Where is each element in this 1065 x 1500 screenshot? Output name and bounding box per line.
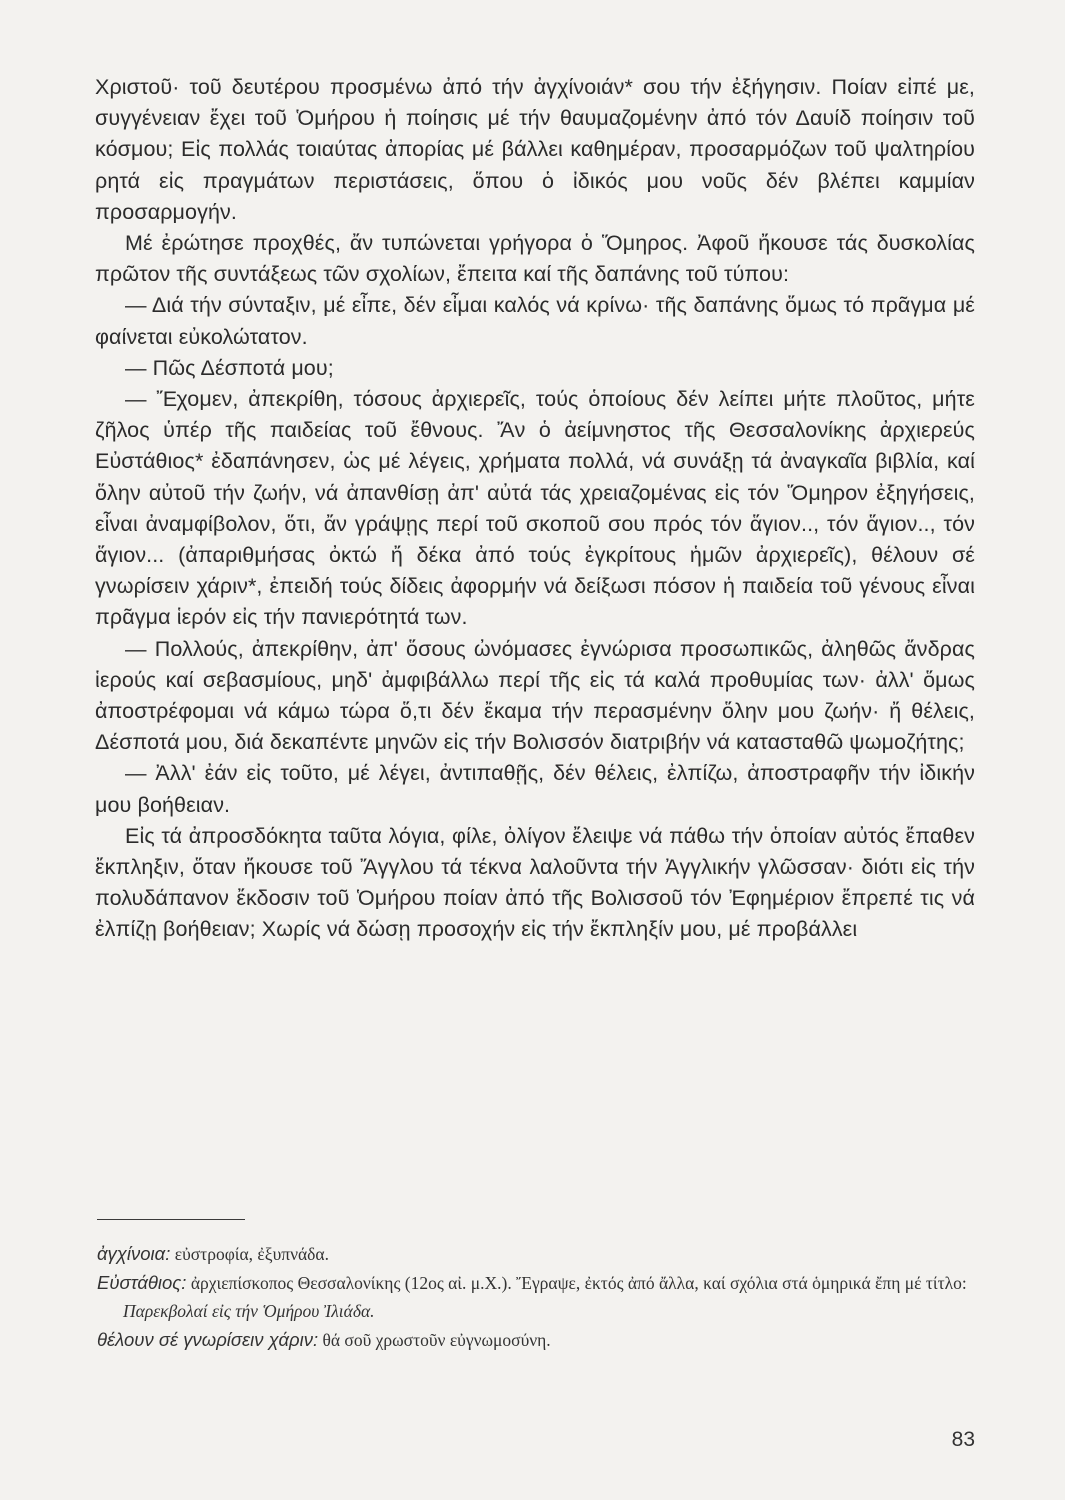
footnote-1	[97, 1240, 975, 1269]
main-text	[95, 72, 975, 946]
footnote-term: ἀγχίνοια:	[97, 1243, 171, 1264]
footnote-definition: θά σοῦ χρωστοῦν εὐγνωμοσύνη.	[322, 1329, 551, 1350]
footnote-2	[97, 1269, 975, 1326]
footnote-divider	[97, 1219, 245, 1220]
footnote-definition: εὐστροφία, ἐξυπνάδα.	[174, 1244, 329, 1264]
dialogue-line-1: — Διά τήν σύνταξιν, μέ εἶπε, δέν εἶμαι καλός νά κρίνω· τῆς δαπάνης ὅμως τό πρᾶγμα μέ φαίνεται εὐκολώτατον.	[95, 293, 975, 349]
paragraph-2: Μέ ἐρώτησε προχθές, ἄν τυπώνεται γρήγορα ὁ Ὅμηρος. Ἀφοῦ ἤκουσε τάς δυσκολίας πρῶτον τῆς συντάξεως τῶν σχολίων, ἔπειτα καί τῆς δαπάνης τοῦ τύπου:	[95, 231, 975, 287]
footnote-3	[97, 1326, 975, 1355]
dialogue-line-4: — Πολλούς, ἀπεκρίθην, ἀπ' ὅσους ὠνόμασες ἐγνώρισα προσωπικῶς, ἀληθῶς ἄνδρας ἱερούς καί σεβασμίους, μηδ' ἀμφιβάλλω περί τῆς εἰς τά καλά προθυμίας των· ἀλλ' ὅμως ἀποστρέφομαι νά κάμω τώρα ὅ,τι δέν ἔκαμα τήν περασμένην ὅλην μου ζωήν· ἤ θέλεις, Δέσποτά μου, διά δεκαπέντε μηνῶν εἰς τήν Βολισσόν διατριβήν νά κατασταθῶ ψωμοζήτης;	[95, 636, 975, 755]
page-number: 83	[951, 1428, 975, 1451]
footnote-definition: ἀρχιεπίσκοπος Θεσσαλονίκης (12ος αἰ. μ.Χ.). Ἔγραψε, ἐκτός ἀπό ἄλλα, καί σχόλια στά ὁμηρικά ἔπη μέ τίτλο:	[190, 1272, 967, 1293]
footnotes	[97, 1240, 975, 1354]
dialogue-line-5: — Ἀλλ' ἐάν εἰς τοῦτο, μέ λέγει, ἀντιπαθῇς, δέν θέλεις, ἐλπίζω, ἀποστραφῆν τήν ἰδικήν μου βοήθειαν.	[95, 761, 975, 817]
footnote-term: Εὐστάθιος:	[97, 1271, 187, 1293]
dialogue-line-3: — Ἔχομεν, ἀπεκρίθη, τόσους ἀρχιερεῖς, τούς ὁποίους δέν λείπει μήτε πλοῦτος, μήτε ζῆλος ὑπέρ τῆς παιδείας τοῦ ἔθνους. Ἄν ὁ ἀείμνηστος τῆς Θεσσαλονίκης ἀρχιερεύς Εὐστάθιος* ἐδαπάνησεν, ὡς μέ λέγεις, χρήματα πολλά, νά συνάξῃ τά ἀναγκαῖα βιβλία, καί ὅλην αὐτοῦ τήν ζωήν, νά ἀπανθίσῃ ἀπ' αὐτά τάς χρειαζομένας εἰς τόν Ὅμηρον ἐξηγήσεις, εἶναι ἀναμφίβολον, ὅτι, ἄν γράψῃς περί τοῦ σκοποῦ σου πρός τόν ἅγιον.., τόν ἅγιον.., τόν ἅγιον... (ἀπαριθμήσας ὀκτώ ἤ δέκα ἀπό τούς ἐγκρίτους ἡμῶν ἀρχιερεῖς), θέλουν σέ γνωρίσειν χάριν*, ἐπειδή τούς δίδεις ἀφορμήν νά δείξωσι πόσον ἡ παιδεία τοῦ γένους εἶναι πρᾶγμα ἱερόν εἰς τήν πανιερότητά των.	[95, 387, 975, 630]
paragraph-3: Εἰς τά ἀπροσδόκητα ταῦτα λόγια, φίλε, ὀλίγον ἔλειψε νά πάθω τήν ὁποίαν αὐτός ἔπαθεν ἔκπληξιν, ὅταν ἤκουσε τοῦ Ἄγγλου τά τέκνα λαλοῦντα τήν Ἀγγλικήν γλῶσσαν· διότι εἰς τήν πολυδάπανον ἔκδοσιν τοῦ Ὁμήρου ποίαν ἀπό τῆς Βολισσοῦ τόν Ἐφημέριον ἔπρεπέ τις νά ἐλπίζῃ βοήθειαν; Χωρίς νά δώσῃ προσοχήν εἰς τήν ἔκπληξίν μου, μέ προβάλλει	[95, 823, 975, 942]
dialogue-line-2: — Πῶς Δέσποτά μου;	[125, 355, 334, 380]
footnote-work-title: Παρεκβολαί εἰς τήν Ὁμήρου Ἰλιάδα.	[123, 1301, 375, 1322]
footnote-term: θέλουν σέ γνωρίσειν χάριν:	[97, 1328, 319, 1350]
paragraph-1: Χριστοῦ· τοῦ δευτέρου προσμένω ἀπό τήν ἀγχίνοιάν* σου τήν ἐξήγησιν. Ποίαν εἰπέ με, συγγένειαν ἔχει τοῦ Ὁμήρου ἡ ποίησις μέ τήν θαυμαζομένην ἀπό τόν Δαυίδ ποίησιν τοῦ κόσμου; Εἰς πολλάς τοιαύτας ἀπορίας μέ βάλλει καθημέραν, προσαρμόζων τοῦ ψαλτηρίου ρητά εἰς πραγμάτων περιστάσεις, ὅπου ὁ ἰδικός μου νοῦς δέν βλέπει καμμίαν προσαρμογήν.	[95, 75, 975, 224]
